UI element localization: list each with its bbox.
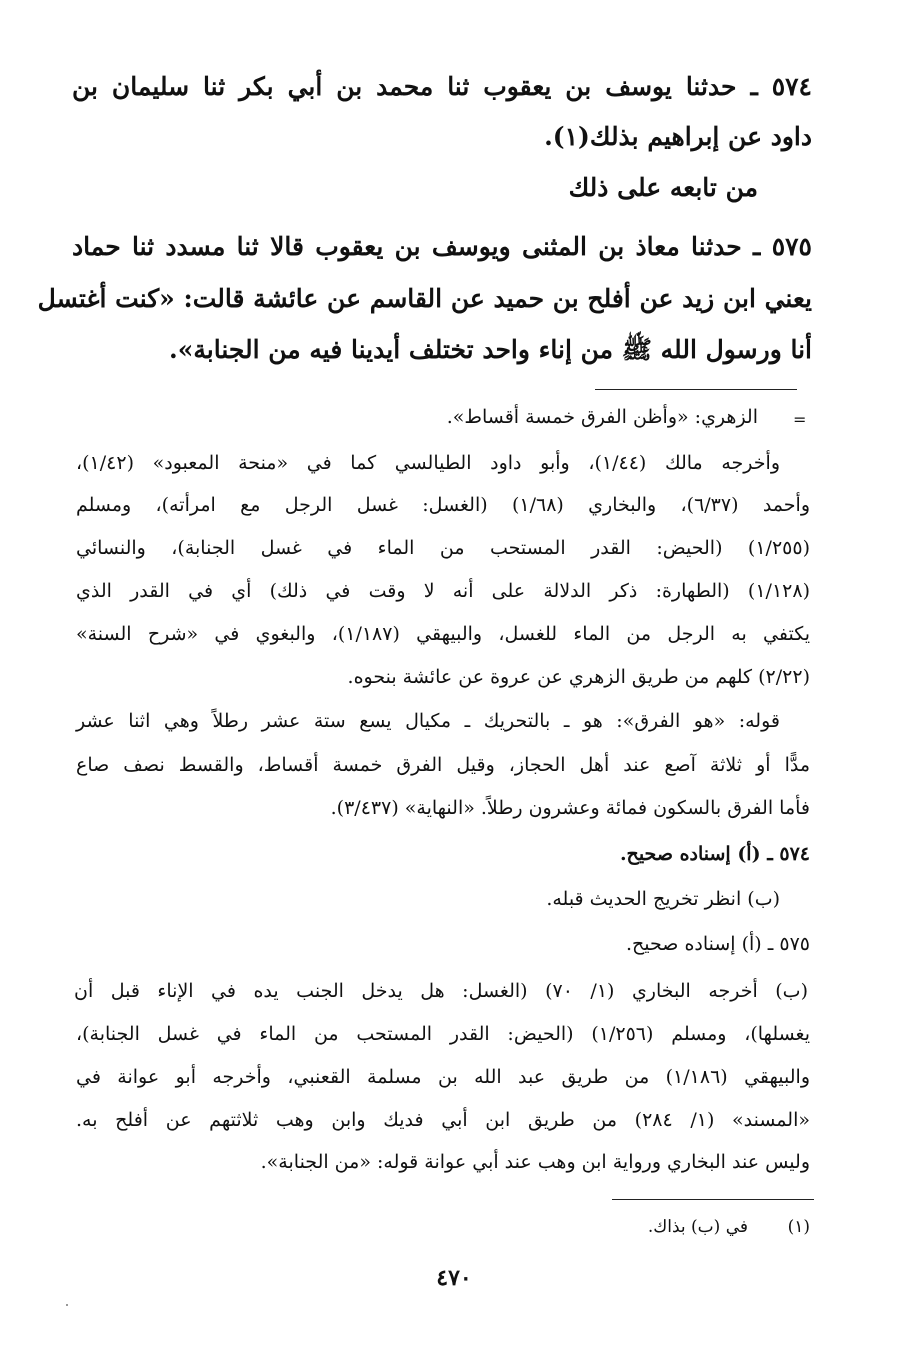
note-575-b-line: «المسند» (١/ ٢٨٤) من طريق ابن أبي فديك وابن وهب ثلاثتهم عن أفلح به. <box>76 1109 810 1131</box>
notes-separator <box>595 389 797 390</box>
note-line: وأخرجه مالك (١/٤٤)، وأبو داود الطيالسي كما في «منحة المعبود» (١/٤٢)، <box>76 452 780 474</box>
note-575-b-line: والبيهقي (١/١٨٦) من طريق عبد الله بن مسلمة القعنبي، وأخرجه أبو عوانة في <box>76 1066 810 1088</box>
page-number: ٤٧٠ <box>436 1265 472 1291</box>
note-575-b-line: وليس عند البخاري ورواية ابن وهب عند أبي عوانة قوله: «من الجنابة». <box>260 1151 810 1173</box>
hadith-575-line-1: ٥٧٥ ـ حدثنا معاذ بن المثنى ويوسف بن يعقوب قالا ثنا مسدد ثنا حماد <box>72 232 812 261</box>
note-line: قوله: «هو الفرق»: هو ـ بالتحريك ـ مكيال يسع ستة عشر رطلاً وهي اثنا عشر <box>76 710 780 732</box>
note-575-a: ٥٧٥ ـ (أ) إسناده صحيح. <box>625 933 810 955</box>
note-line: يكتفي به الرجل من الماء للغسل، والبيهقي (١/١٨٧)، والبغوي في «شرح السنة» <box>76 623 810 645</box>
section-heading-followers: من تابعه على ذلك <box>568 173 758 202</box>
footnote-separator <box>612 1199 814 1200</box>
note-line: (١/٢٥٥) (الحيض: القدر المستحب من الماء في غسل الجنابة)، والنسائي <box>76 537 810 559</box>
hadith-574-line-2: داود عن إبراهيم بذلك(١). <box>544 122 812 151</box>
note-line: فأما الفرق بالسكون فمائة وعشرون رطلاً. «النهاية» (٣/٤٣٧). <box>330 797 810 819</box>
note-574-b: (ب) انظر تخريج الحديث قبله. <box>546 888 780 910</box>
note-574-a: ٥٧٤ ـ (أ) إسناده صحيح. <box>619 843 810 865</box>
hadith-575-line-2: يعني ابن زيد عن أفلح بن حميد عن القاسم عن عائشة قالت: «كنت أغتسل <box>37 284 812 313</box>
note-line: (٢/٢٢) كلهم من طريق الزهري عن عروة عن عائشة بنحوه. <box>347 666 810 688</box>
continuation-mark: = <box>793 410 807 429</box>
note-575-b-line: يغسلها)، ومسلم (١/٢٥٦) (الحيض: القدر المستحب من الماء في غسل الجنابة)، <box>76 1023 811 1045</box>
footnote-text: في (ب) بذاك. <box>647 1217 748 1237</box>
scan-speck <box>66 1304 68 1306</box>
note-line: مدًّا أو ثلاثة آصع عند أهل الحجاز، وقيل الفرق خمسة أقساط، والقسط نصف صاع <box>76 754 810 776</box>
note-line: (١/١٢٨) (الطهارة: ذكر الدلالة على أنه لا وقت في ذلك) أي في القدر الذي <box>76 580 810 602</box>
note-line: الزهري: «وأظن الفرق خمسة أقساط». <box>446 406 758 428</box>
note-line: وأحمد (٦/٣٧)، والبخاري (١/٦٨) (الغسل: غسل الرجل مع امرأته)، ومسلم <box>76 494 810 516</box>
note-575-b-line: (ب) أخرجه البخاري (١/ ٧٠) (الغسل: هل يدخل الجنب يده في الإناء قبل أن <box>74 980 808 1002</box>
hadith-575-line-3: أنا ورسول الله ﷺ من إناء واحد تختلف أيدينا فيه من الجنابة». <box>169 335 812 364</box>
hadith-574-line-1: ٥٧٤ ـ حدثنا يوسف بن يعقوب ثنا محمد بن أبي بكر ثنا سليمان بن <box>72 72 812 101</box>
footnote-marker: (١) <box>787 1217 810 1237</box>
